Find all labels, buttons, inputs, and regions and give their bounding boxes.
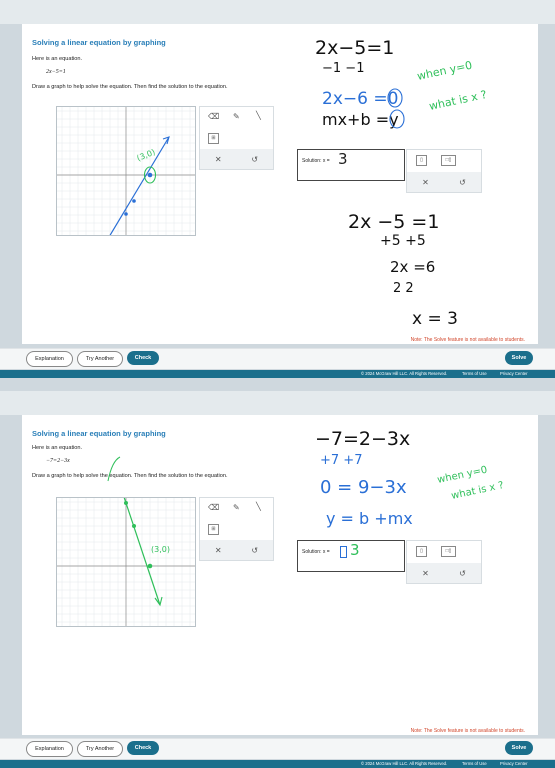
line-tool-icon[interactable]: ╲ (256, 111, 261, 120)
ink-note: what is x ? (450, 480, 505, 502)
instruction-text: Draw a graph to help solve the equation. Then find the solution to the equation. (32, 473, 228, 479)
point-label: (3,0) (151, 545, 170, 554)
try-another-button[interactable]: Try Another (77, 351, 123, 367)
ink-equation: 2x−5=1 (315, 37, 395, 59)
explanation-button[interactable]: Explanation (26, 741, 73, 757)
ink-step: 0 = 9−3x (320, 477, 407, 498)
privacy-link[interactable]: Privacy Center (500, 371, 528, 376)
undo-icon[interactable]: ↺ (459, 568, 466, 578)
solution-input[interactable]: 3 (350, 541, 360, 559)
point-tool-icon[interactable]: ⊞ (208, 133, 219, 144)
handwriting-layer (0, 0, 555, 378)
mixed-number-icon[interactable]: □▯ (441, 546, 456, 557)
eraser-icon[interactable]: ⌫ (208, 112, 220, 121)
close-icon[interactable]: ✕ (422, 177, 429, 187)
panel-gap (0, 378, 555, 391)
ink-form: mx+b =y (322, 110, 399, 129)
ink-add: +7 +7 (320, 453, 363, 468)
pencil-icon[interactable]: ✎ (233, 503, 240, 512)
handwriting-layer (0, 391, 555, 768)
fraction-icon[interactable]: ▯ (416, 155, 427, 166)
undo-icon[interactable]: ↺ (459, 177, 466, 187)
terms-link[interactable]: Terms of Use (462, 761, 487, 766)
panel-2 (0, 391, 555, 768)
copyright: © 2024 McGraw Hill LLC. All Rights Reserved. (361, 371, 448, 376)
problem-title: Solving a linear equation by graphing (32, 429, 166, 438)
ink-solve: 2x −5 =1 (348, 211, 440, 233)
point-tool-icon[interactable]: ⊞ (208, 524, 219, 535)
copyright: © 2024 McGraw Hill LLC. All Rights Reserved. (361, 761, 448, 766)
equation: −7=2−3x (46, 458, 70, 464)
privacy-link[interactable]: Privacy Center (500, 761, 528, 766)
panel-1 (0, 0, 555, 378)
close-icon[interactable]: ✕ (214, 545, 222, 555)
pencil-icon[interactable]: ✎ (233, 112, 240, 121)
undo-icon[interactable]: ↺ (251, 545, 259, 555)
terms-link[interactable]: Terms of Use (462, 371, 487, 376)
try-another-button[interactable]: Try Another (77, 741, 123, 757)
ink-step: 2x−6 =0 (322, 89, 399, 109)
ink-note: when y=0 (436, 464, 489, 486)
solve-button[interactable]: Solve (505, 741, 533, 755)
line-tool-icon[interactable]: ╲ (256, 502, 261, 511)
mixed-number-icon[interactable]: □▯ (441, 155, 456, 166)
ink-solve: +5 +5 (380, 233, 426, 249)
intro-text: Here is an equation. (32, 445, 83, 451)
solve-note: Note: The Solve feature is not available to students. (410, 728, 525, 734)
ink-solve: x = 3 (412, 309, 458, 329)
intro-text: Here is an equation. (32, 56, 83, 62)
check-button[interactable]: Check (127, 351, 159, 365)
fraction-icon[interactable]: ▯ (416, 546, 427, 557)
ink-form: y = b +mx (326, 509, 413, 528)
solution-input[interactable]: 3 (338, 150, 348, 168)
check-button[interactable]: Check (127, 741, 159, 755)
equation: 2x−5=1 (46, 69, 66, 75)
eraser-icon[interactable]: ⌫ (208, 503, 220, 512)
undo-icon[interactable]: ↺ (251, 154, 259, 164)
ink-solve: 2x =6 (390, 258, 436, 276)
instruction-text: Draw a graph to help solve the equation. Then find the solution to the equation. (32, 84, 228, 90)
ink-equation: −7=2−3x (315, 428, 411, 450)
close-icon[interactable]: ✕ (214, 154, 222, 164)
close-icon[interactable]: ✕ (422, 568, 429, 578)
problem-title: Solving a linear equation by graphing (32, 38, 166, 47)
footer (0, 760, 555, 768)
footer (0, 370, 555, 378)
ink-note: when y=0 (415, 58, 474, 83)
point-label: (3,0) (135, 147, 157, 163)
ink-note: what is x ? (427, 88, 488, 113)
solution-label: Solution: x = (302, 549, 330, 555)
explanation-button[interactable]: Explanation (26, 351, 73, 367)
ink-solve: 2 2 (393, 281, 414, 296)
solve-button[interactable]: Solve (505, 351, 533, 365)
solve-note: Note: The Solve feature is not available to students. (410, 337, 525, 343)
solution-label: Solution: x = (302, 158, 330, 164)
ink-subtract: −1 −1 (322, 61, 365, 76)
